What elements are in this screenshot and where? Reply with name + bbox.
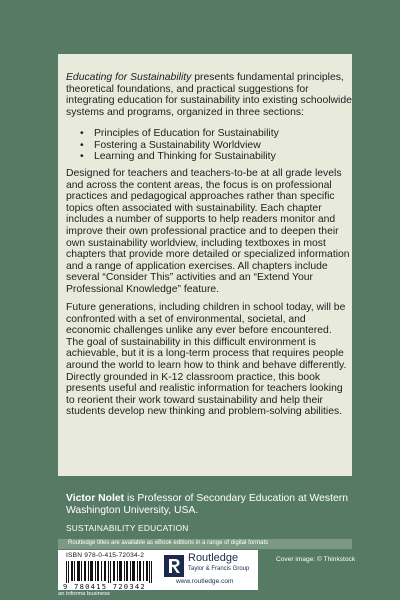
publisher-group: Taylor & Francis Group bbox=[188, 566, 250, 572]
subject-category: SUSTAINABILITY EDUCATION bbox=[66, 523, 189, 533]
sections-list bbox=[80, 128, 279, 163]
author-bio bbox=[66, 493, 352, 516]
goals-paragraph: Future generations, including children in school today, will be confronted with a set of environmental, societal, and economic challenges unlike any ever before encountered. The goal of sustainability in this difficult environment is achievable, but it is a long-term process that requires people around the world to learn how to think and behave differently. Directly grounded in K-12 classroom practice, this book presents useful and realistic information for teachers looking to reorient their work toward sustainability and help their students develop new thinking and problem-solving abilities. bbox=[66, 302, 347, 418]
section-item: • Learning and Thinking for Sustainability bbox=[80, 151, 279, 163]
informa-tagline: an informa business bbox=[58, 591, 110, 597]
publisher-name: Routledge bbox=[188, 552, 239, 564]
isbn-label: ISBN 978-0-415-72034-2 bbox=[66, 552, 145, 559]
routledge-r-logo-icon bbox=[164, 555, 184, 577]
publisher-url[interactable]: www.routledge.com bbox=[176, 578, 234, 585]
audience-paragraph: Designed for teachers and teachers-to-be at all grade levels and across the content areas, the focus is on professional practices and pedagogical approaches rather than specific topics often associated with sustainability. Each chapter includes a number of supports to help readers monitor and improve their own professional practice and to deepen their own sustainability worldview, including textboxes in most chapters that provide more detailed or specialized information and a range of application exercises. All chapters include several “Consider This” activities and an “Extend Your Professional Knowledge” feature. bbox=[66, 168, 350, 295]
section-item: • Principles of Education for Sustainability bbox=[80, 128, 279, 140]
intro-text: presents fundamental principles, theoretical foundations, and practical suggestions for integrating education for sustainability into existing schoolwide systems and programs, organized in three sections: bbox=[66, 72, 352, 118]
author-name: Victor Nolet bbox=[66, 493, 125, 504]
ebook-notice: Routledge titles are available as eBook editions in a range of digital formats bbox=[68, 540, 269, 546]
intro-paragraph bbox=[66, 72, 352, 118]
cover-image-credit: Cover image: © Thinkstock bbox=[276, 556, 356, 563]
section-item: • Fostering a Sustainability Worldview bbox=[80, 140, 279, 152]
barcode-digits: 9 780415 720342 bbox=[63, 582, 146, 591]
author-bio-text: is Professor of Secondary Education at Western Washington University, USA. bbox=[66, 493, 349, 516]
book-title-italic: Educating for Sustainability bbox=[66, 72, 192, 83]
barcode-icon bbox=[66, 561, 152, 583]
